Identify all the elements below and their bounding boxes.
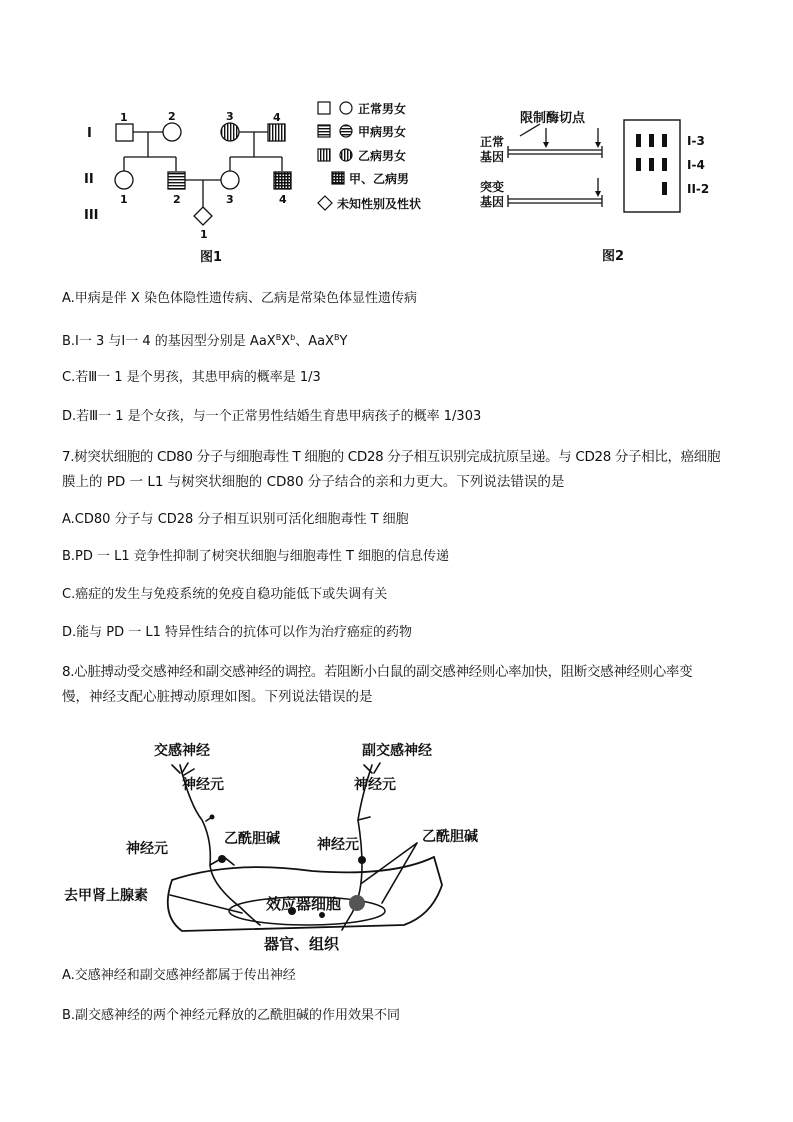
label-II1: 1 xyxy=(120,193,128,206)
label-III1: 1 xyxy=(200,228,208,241)
label-I4: 4 xyxy=(273,111,281,124)
individual-II4 xyxy=(274,172,291,189)
q8-option-a: A.交感神经和副交感神经都属于传出神经 xyxy=(62,968,296,983)
organ-label: 器官、组织 xyxy=(264,935,340,953)
gen-label-2: II xyxy=(84,172,94,187)
fig1-caption: 图1 xyxy=(200,250,223,265)
sympathetic-label: 交感神经 xyxy=(154,743,210,759)
label-I2: 2 xyxy=(168,110,176,123)
gel-band xyxy=(662,182,667,195)
legend-unknown-label: 未知性别及性状 xyxy=(337,197,422,211)
q7-stem-line1: 7.树突状细胞的 CD80 分子与细胞毒性 T 细胞的 CD28 分子相互识别完成抗原呈递。与 CD28 分子相比，癌细胞 xyxy=(62,449,721,465)
label-I3: 3 xyxy=(226,110,234,123)
individual-II3 xyxy=(221,171,239,189)
legend-normal-label: 正常男女 xyxy=(358,102,407,116)
noradrenaline-label: 去甲肾上腺素 xyxy=(64,888,148,904)
q6-option-a: A.甲病是伴 X 染色体隐性遗传病、乙病是常染色体显性遗传病 xyxy=(62,291,417,306)
normal-gene-label-2: 基因 xyxy=(480,150,505,164)
q6-option-d: D.若Ⅲ一 1 是个女孩，与一个正常男性结婚生育患甲病孩子的概率 1/303 xyxy=(62,409,482,424)
lane-label-II2: II-2 xyxy=(687,182,710,196)
organ-outline xyxy=(168,857,442,931)
normal-gene-label-1: 正常 xyxy=(480,135,505,149)
legend-b-male-icon xyxy=(318,149,330,161)
legend-unknown-icon xyxy=(318,196,332,210)
individual-II2 xyxy=(168,172,185,189)
q7-option-b: B.PD 一 L1 竞争性抑制了树突状细胞与细胞毒性 T 细胞的信息传递 xyxy=(62,549,450,564)
sym-neuron2-label: 神经元 xyxy=(126,841,168,857)
legend-a-female-icon xyxy=(340,125,352,137)
gel-band xyxy=(636,158,641,171)
gel-band xyxy=(636,134,641,147)
nerve-heart-figure xyxy=(62,725,532,960)
q7-option-c: C.癌症的发生与免疫系统的免疫自稳功能低下或失调有关 xyxy=(62,587,388,602)
effector-label: 效应器细胞 xyxy=(266,895,342,913)
label-II4: 4 xyxy=(279,193,287,206)
para-ach-label: 乙酰胆碱 xyxy=(422,829,478,845)
label-I1: 1 xyxy=(120,111,128,124)
q8-stem-line2: 慢，神经支配心脏搏动原理如图。下列说法错误的是 xyxy=(62,689,373,705)
gel-band xyxy=(649,158,654,171)
legend-ab-label: 甲、乙病男 xyxy=(349,172,410,186)
individual-II1 xyxy=(115,171,133,189)
gel-band xyxy=(662,134,667,147)
legend-normal-male-icon xyxy=(318,102,330,114)
gene-cut-figure xyxy=(480,100,740,270)
cut-arrow-icon xyxy=(543,142,549,148)
legend-normal-female-icon xyxy=(340,102,352,114)
gel-band xyxy=(649,134,654,147)
individual-I4 xyxy=(268,124,285,141)
enzyme-label: 限制酶切点 xyxy=(520,111,586,126)
q6-option-b: B.Ⅰ一 3 与Ⅰ一 4 的基因型分别是 $AaX^BX^b$、AaX$^B$Y xyxy=(62,333,348,349)
para-neuron-label: 神经元 xyxy=(354,777,396,793)
label-II3: 3 xyxy=(226,193,234,206)
q7-option-a: A.CD80 分子与 CD28 分子相互识别可活化细胞毒性 T 细胞 xyxy=(62,512,409,527)
fig2-caption: 图2 xyxy=(602,249,625,264)
sym-ach-label: 乙酰胆碱 xyxy=(224,831,280,847)
mutant-gene-label-1: 突变 xyxy=(480,180,505,194)
cut-arrow-icon xyxy=(595,142,601,148)
gel-band xyxy=(662,158,667,171)
individual-I2 xyxy=(163,123,181,141)
q7-option-d: D.能与 PD 一 L1 特异性结合的抗体可以作为治疗癌症的药物 xyxy=(62,625,413,640)
gen-label-3: III xyxy=(84,208,99,223)
q7-stem-line2: 膜上的 PD 一 L1 与树突状细胞的 CD80 分子结合的亲和力更大。下列说法错误的是 xyxy=(62,474,565,490)
pedigree-figure xyxy=(62,95,462,270)
lane-label-I4: I-4 xyxy=(687,158,705,172)
mutant-gene-label-2: 基因 xyxy=(480,195,505,209)
individual-I3 xyxy=(221,123,239,141)
legend-b-female-icon xyxy=(340,149,352,161)
legend-a-male-icon xyxy=(318,125,330,137)
q8-stem-line1: 8.心脏搏动受交感神经和副交感神经的调控。若阻断小白鼠的副交感神经则心率加快，阻断交感神经则心率变 xyxy=(62,664,693,680)
legend-a-label: 甲病男女 xyxy=(358,125,407,139)
parasympathetic-label: 副交感神经 xyxy=(362,743,432,759)
q6-option-c: C.若Ⅲ一 1 是个男孩，其患甲病的概率是 1/3 xyxy=(62,370,321,385)
cut-arrow-icon xyxy=(595,191,601,197)
label-II2: 2 xyxy=(173,193,181,206)
q8-option-b: B.副交感神经的两个神经元释放的乙酰胆碱的作用效果不同 xyxy=(62,1008,401,1023)
individual-III1 xyxy=(194,207,212,225)
legend-ab-male-icon xyxy=(332,172,344,184)
lane-label-I3: I-3 xyxy=(687,134,705,148)
legend-b-label: 乙病男女 xyxy=(358,149,407,163)
sym-neuron-label: 神经元 xyxy=(182,777,224,793)
gen-label-1: I xyxy=(87,126,92,141)
para-neuron2-label: 神经元 xyxy=(317,837,359,853)
individual-I1 xyxy=(116,124,133,141)
